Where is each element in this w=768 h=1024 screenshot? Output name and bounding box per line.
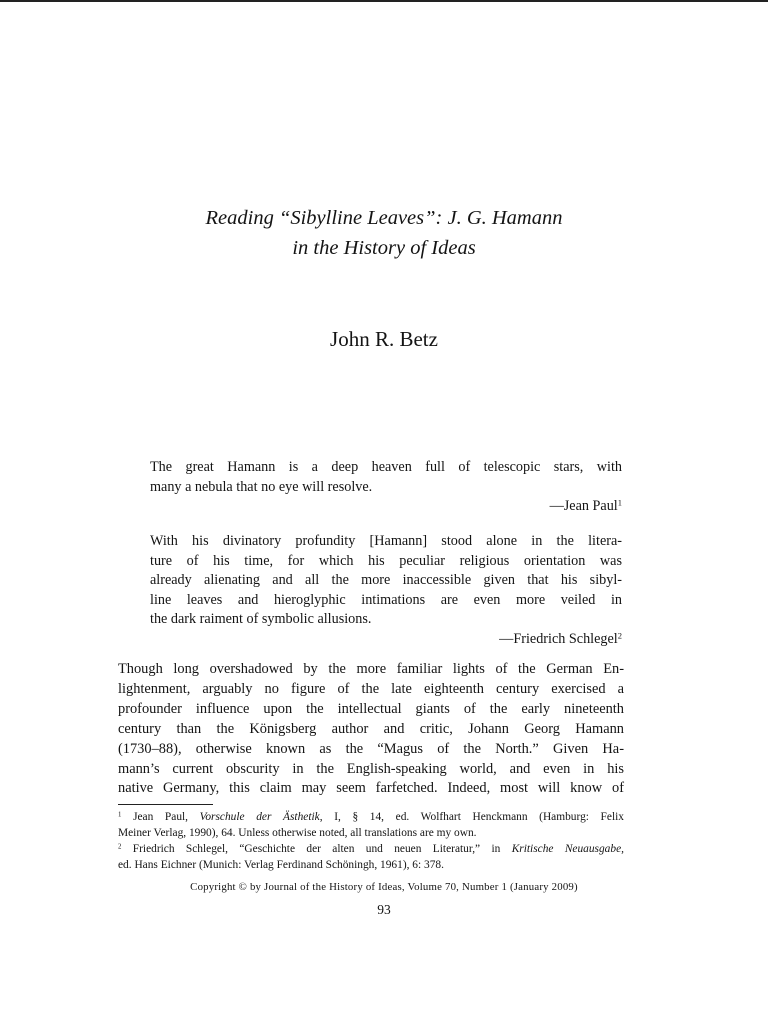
body-line: (1730–88), otherwise known as the “Magus of the North.” Given Ha- xyxy=(118,740,624,757)
footnote-separator xyxy=(118,804,213,805)
footnote-ref-2[interactable]: 2 xyxy=(617,630,622,641)
footnote-1-text-cont: , I, § 14, ed. Wolfhart Henckmann (Hamburg: Felix xyxy=(319,811,624,823)
footnote-1 xyxy=(118,809,624,825)
page-number: 93 xyxy=(377,902,391,917)
epigraph-2-line: line leaves and hieroglyphic intimations are even more veiled in xyxy=(150,591,622,608)
body-paragraph xyxy=(118,660,624,799)
footnote-ref-1[interactable]: 1 xyxy=(617,497,622,508)
body-line: century than the Königsberg author and critic, Johann Georg Hamann xyxy=(118,720,624,737)
epigraph-2-line: With his divinatory profundity [Hamann] stood alone in the litera- xyxy=(150,533,622,549)
footnote-2-line-2: ed. Hans Eichner (Munich: Verlag Ferdinand Schöningh, 1961), 6: 378. xyxy=(118,859,444,871)
title-line-1: Reading “Sibylline Leaves”: J. G. Hamann xyxy=(205,207,563,229)
footnote-1-text: Jean Paul, xyxy=(133,811,200,823)
epigraph-1-line: many a nebula that no eye will resolve. xyxy=(150,478,373,495)
body-line: lightenment, arguably no figure of the late eighteenth century exercised a xyxy=(118,680,624,697)
article-title xyxy=(0,203,768,263)
epigraph-1-line: The great Hamann is a deep heaven full of telescopic stars, with xyxy=(150,459,622,475)
body-line: profounder influence upon the intellectual giants of the early nineteenth xyxy=(118,700,624,717)
author-name: John R. Betz xyxy=(330,327,438,351)
epigraph-2-attribution xyxy=(150,630,622,650)
epigraph-2-line: the dark raiment of symbolic allusions. xyxy=(150,611,372,628)
footnote-1-work-title: Vorschule der Ästhetik xyxy=(199,811,320,823)
footnote-2-work-title: Kritische Neuausgabe, xyxy=(511,843,624,855)
copyright-line: Copyright © by Journal of the History of Ideas, Volume 70, Number 1 (January 2009) xyxy=(190,881,578,893)
body-line: Though long overshadowed by the more familiar lights of the German En- xyxy=(118,661,624,677)
footnote-2-text: Friedrich Schlegel, “Geschichte der alten und neuen Literatur,” in xyxy=(132,843,512,855)
top-border-line xyxy=(0,0,768,2)
title-line-2: in the History of Ideas xyxy=(292,237,476,259)
footnotes xyxy=(118,809,624,873)
epigraph-1 xyxy=(150,458,622,517)
epigraph-2 xyxy=(150,532,622,650)
epigraph-1-attribution xyxy=(150,497,622,517)
epigraph-2-line: already alienating and all the more inaccessible given that his sibyl- xyxy=(150,572,622,589)
body-line: native Germany, this claim may seem farfetched. Indeed, most will know of xyxy=(118,780,624,797)
footnote-mark-1: 1 xyxy=(118,811,122,819)
footnote-2 xyxy=(118,841,624,857)
footnote-mark-2: 2 xyxy=(118,843,122,851)
footnote-1-line-2: Meiner Verlag, 1990), 64. Unless otherwise noted, all translations are my own. xyxy=(118,827,477,839)
attribution-text: —Friedrich Schlegel xyxy=(499,630,618,647)
epigraph-2-line: ture of his time, for which his peculiar religious orientation was xyxy=(150,552,622,569)
body-line: mann’s current obscurity in the English-speaking world, and even in his xyxy=(118,760,624,777)
attribution-text: —Jean Paul xyxy=(549,498,618,515)
